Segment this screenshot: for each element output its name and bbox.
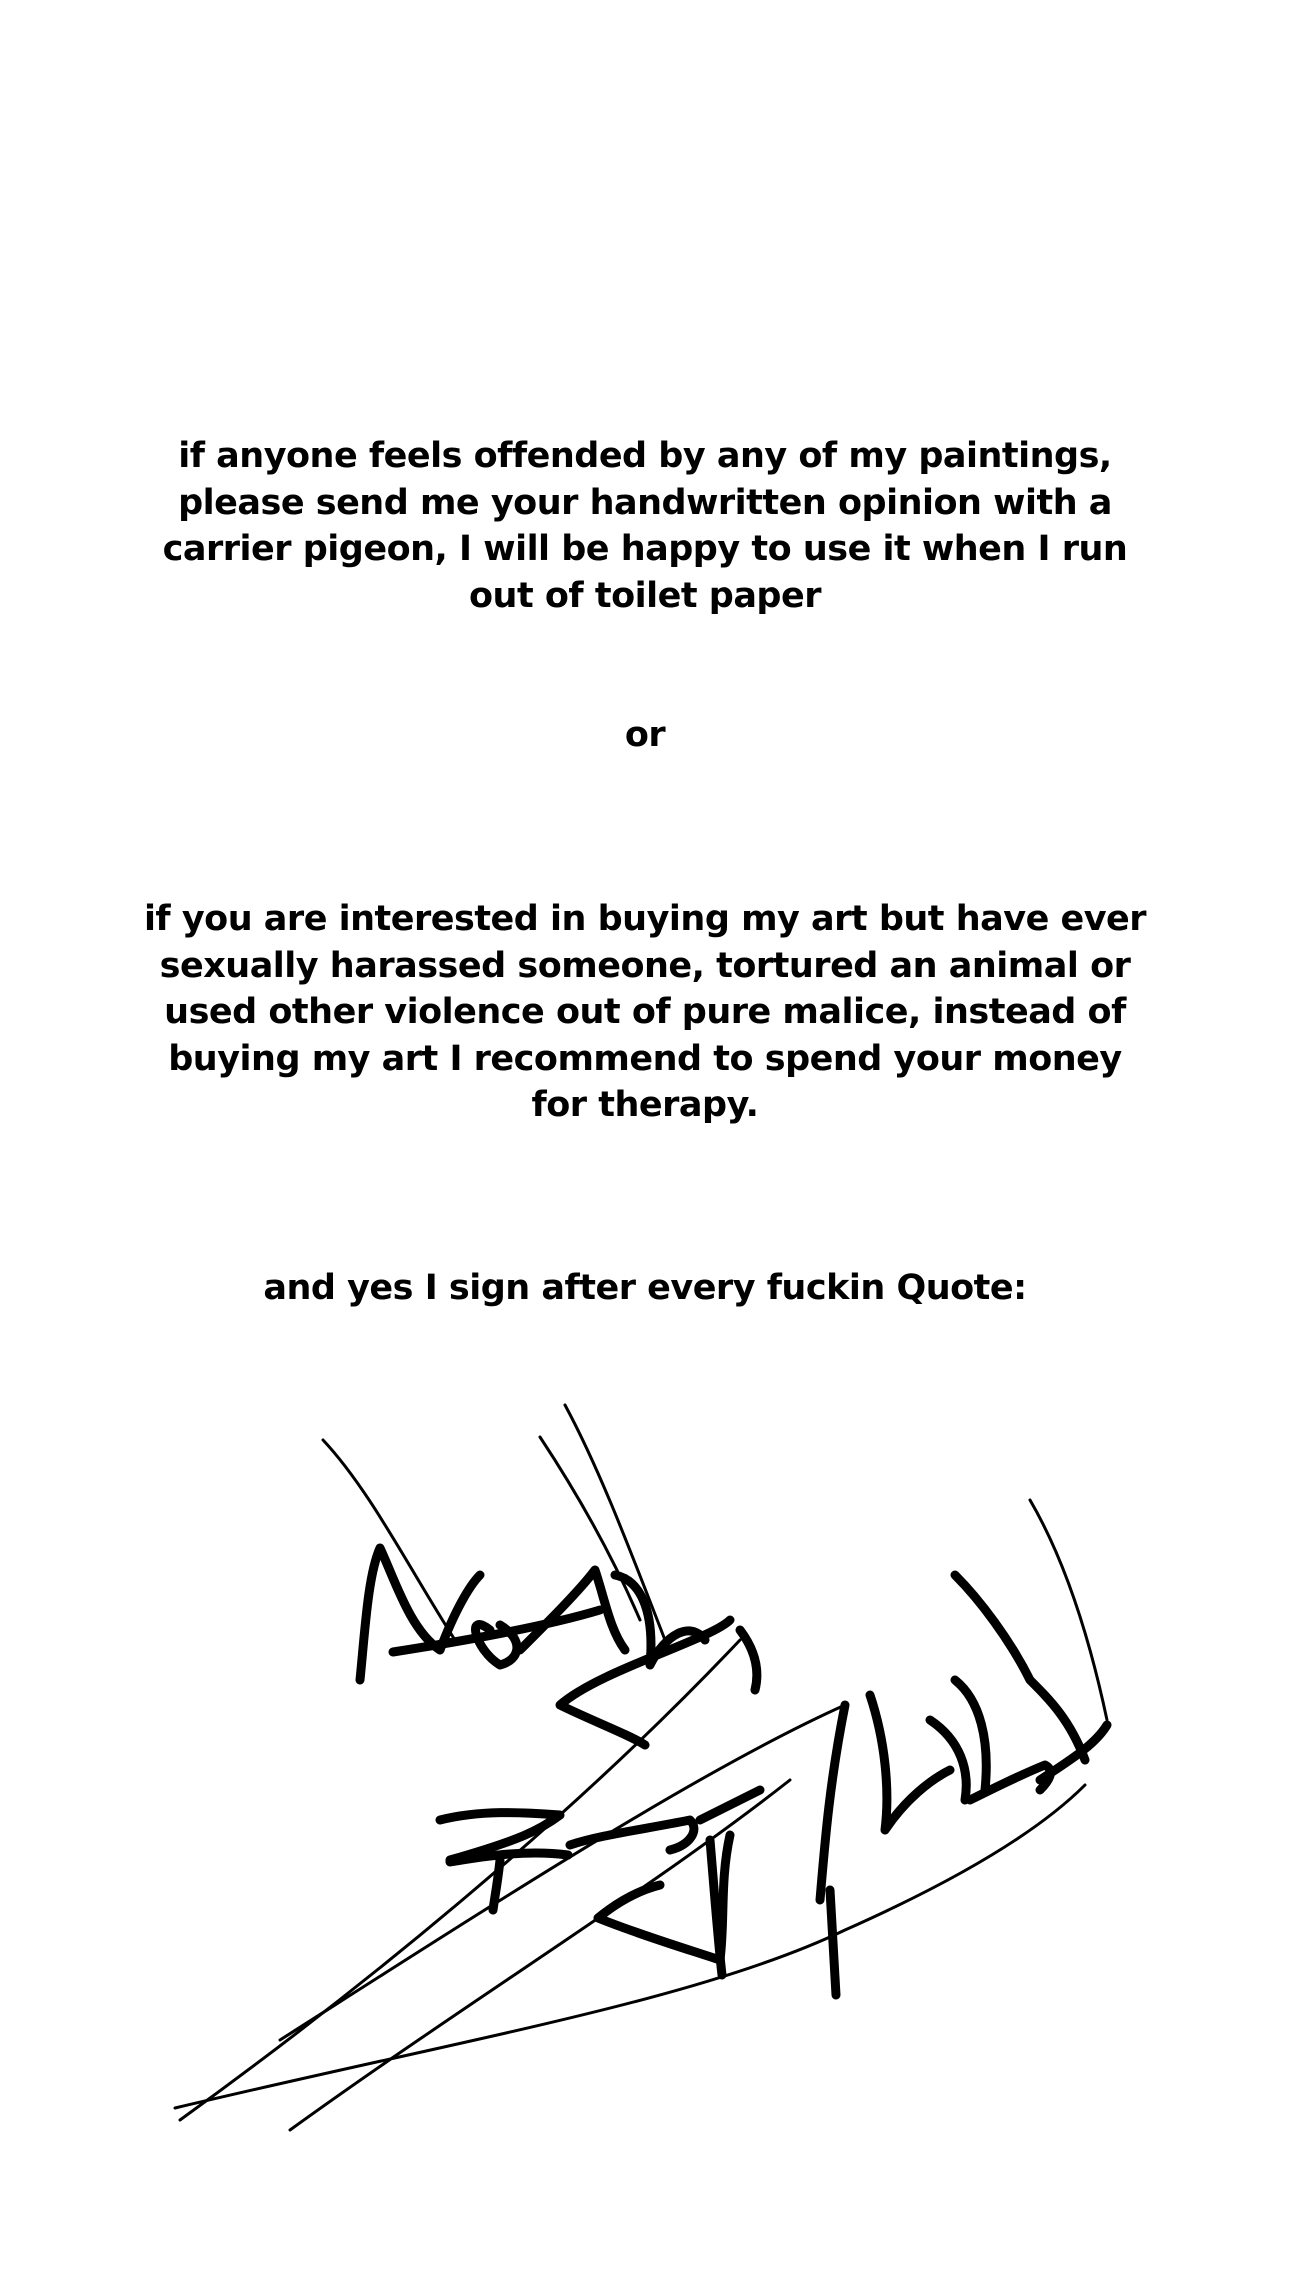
- offended-paragraph-line-2: please send me your handwritten opinion with a: [178, 482, 1112, 523]
- signature-stroke-k-3: [955, 1680, 986, 1790]
- buyer-paragraph-line-5: for therapy.: [531, 1085, 759, 1125]
- buyer-paragraph-line-1: if you are interested in buying my art but have ever: [143, 899, 1147, 939]
- signature-stroke-v: [955, 1575, 1085, 1760]
- buyer-paragraph-line-3: used other violence out of pure malice, instead of: [164, 992, 1126, 1032]
- signature-stroke-a: [520, 1570, 625, 1650]
- signature-stroke-loop: [560, 1620, 730, 1745]
- signature-stroke-n: [360, 1548, 480, 1680]
- signature-stroke-k-2: [930, 1720, 966, 1800]
- signature-stroke-k-1: [870, 1695, 950, 1830]
- closing-line: and yes I sign after every fuckin Quote:: [263, 1268, 1027, 1308]
- signature-stroke-tall-stem-2: [830, 1890, 836, 1995]
- buyer-paragraph-line-4: buying my art I recommend to spend your money: [168, 1038, 1122, 1079]
- signature-stroke-t: [700, 1790, 760, 1820]
- signature-stroke-tall-stem: [820, 1705, 845, 1900]
- signature-stroke-hook: [740, 1630, 757, 1690]
- signature-stroke-double-tall-1: [540, 1437, 640, 1620]
- or-separator: or: [624, 715, 666, 755]
- signature-stroke-long-left-sweep: [323, 1440, 455, 1640]
- signature-stroke-double-tall-2: [565, 1405, 665, 1640]
- offended-paragraph-line-3: carrier pigeon, I will be happy to use it when I run: [162, 529, 1128, 569]
- signature-stroke-diagonal-2: [280, 1705, 845, 2040]
- offended-paragraph-line-4: out of toilet paper: [469, 575, 821, 616]
- buyer-paragraph-line-2: sexually harassed someone, tortured an animal or: [159, 945, 1131, 986]
- offended-paragraph-line-1: if anyone feels offended by any of my paintings,: [178, 436, 1112, 476]
